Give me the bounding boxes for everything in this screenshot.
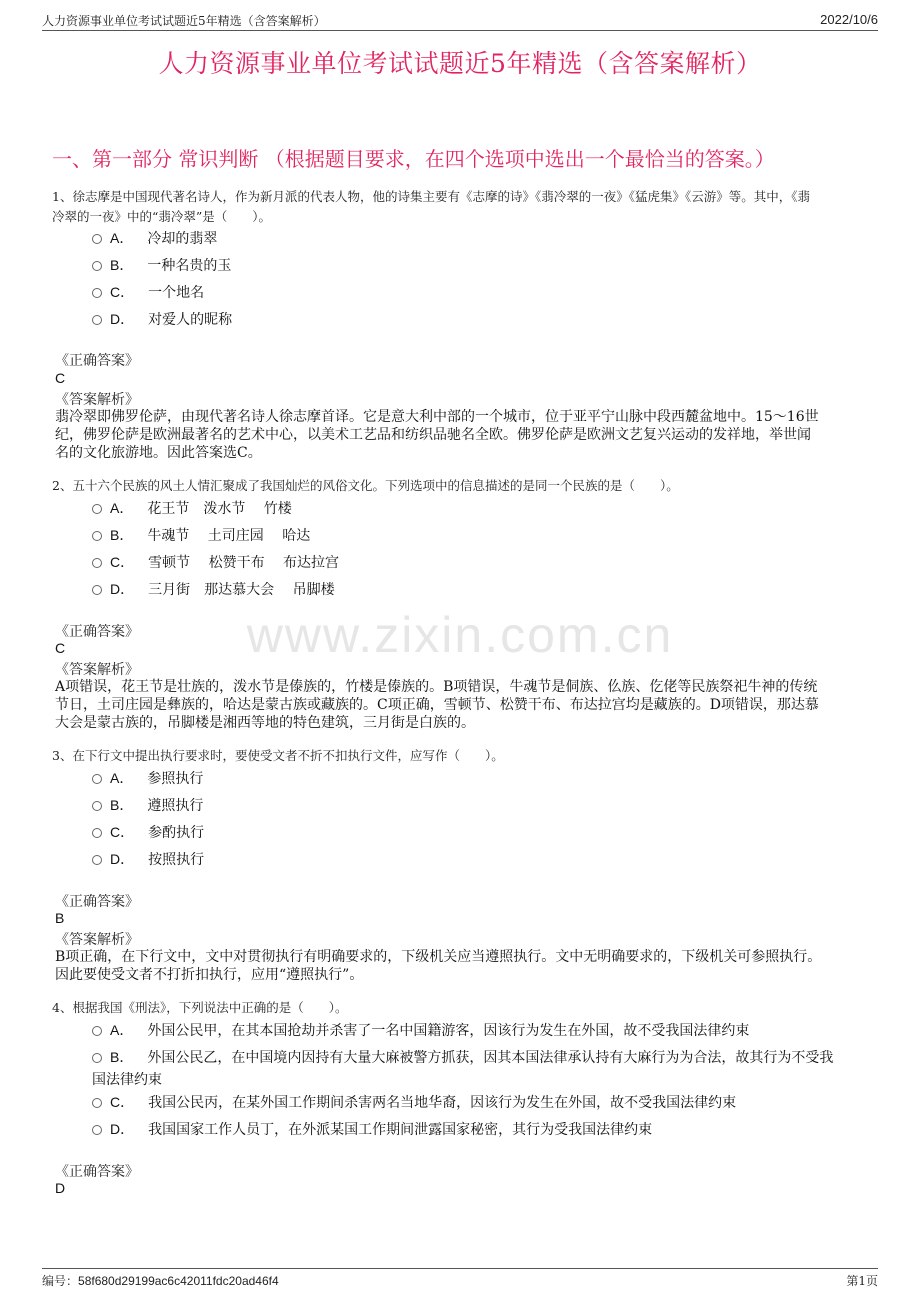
correct-answer: C: [55, 370, 66, 386]
option-text: 参照执行: [147, 771, 204, 787]
answer-label: 《正确答案》: [55, 1164, 139, 1180]
page-number: 第1页: [846, 1274, 878, 1288]
radio-icon[interactable]: [92, 774, 102, 784]
answer-label: 《正确答案》: [55, 894, 139, 910]
analysis-line: 因此要使受文者不打折扣执行，应用“遵照执行”。: [55, 967, 364, 983]
question-stem: [52, 476, 874, 496]
question-stem: [52, 746, 874, 766]
stem-line: 4、根据我国《刑法》，下列说法中正确的是（ ）。: [52, 1000, 348, 1015]
analysis-text: [55, 948, 867, 984]
footer-rule: [42, 1268, 878, 1269]
option-letter: C．: [110, 824, 135, 840]
option-letter: A．: [110, 500, 134, 516]
option-letter: D．: [110, 581, 135, 597]
option-text: 一种名贵的玉: [147, 258, 232, 274]
option-letter: B．: [110, 1049, 134, 1065]
watermark: www.zixin.com.cn: [246, 607, 674, 663]
correct-answer: D: [55, 1180, 66, 1196]
option-b[interactable]: [92, 794, 862, 817]
option-text: 对爱人的昵称: [148, 312, 233, 328]
radio-icon[interactable]: [92, 315, 102, 325]
option-letter: D．: [110, 311, 135, 327]
option-d[interactable]: [92, 848, 862, 871]
answer-label: 《正确答案》: [55, 353, 139, 369]
radio-icon[interactable]: [92, 261, 102, 271]
section-heading: 一、第一部分 常识判断 （根据题目要求，在四个选项中选出一个最恰当的答案。）: [52, 147, 775, 171]
page-header: [42, 12, 878, 28]
option-b[interactable]: [92, 524, 862, 547]
radio-icon[interactable]: [92, 1125, 102, 1135]
stem-line: 1、徐志摩是中国现代著名诗人，作为新月派的代表人物，他的诗集主要有《志摩的诗》《翡冷翠的一夜》《猛虎集》《云游》等。其中，《翡: [52, 189, 810, 204]
radio-icon[interactable]: [92, 1098, 102, 1108]
header-date: 2022/10/6: [820, 12, 878, 27]
option-text: 冷却的翡翠: [147, 231, 218, 247]
stem-line: 3、在下行文中提出执行要求时，要使受文者不折不扣执行文件，应写作（ ）。: [52, 748, 504, 763]
option-text: 外国公民乙，在中国境内因持有大量大麻被警方抓获，因其本国法律承认持有大麻行为为合法，故其行为不受我: [147, 1050, 834, 1066]
analysis-label: 《答案解析》: [55, 932, 139, 948]
correct-answer: B: [55, 910, 65, 926]
option-text: 三月街 那达慕大会 吊脚楼: [148, 582, 335, 598]
analysis-line: 纪，佛罗伦萨是欧洲最著名的艺术中心，以美术工艺品和纺织品驰名全欧。佛罗伦萨是欧洲文艺复兴运动的发祥地，举世闻: [55, 427, 811, 443]
radio-icon[interactable]: [92, 801, 102, 811]
option-letter: A．: [110, 230, 134, 246]
option-letter: C．: [110, 284, 135, 300]
option-c[interactable]: [92, 821, 862, 844]
option-letter: B．: [110, 257, 134, 273]
option-letter: D．: [110, 851, 135, 867]
option-text: 我国国家工作人员丁，在外派某国工作期间泄露国家秘密，其行为受我国法律约束: [148, 1122, 653, 1138]
radio-icon[interactable]: [92, 1026, 102, 1036]
option-text-continued: 国法律约束: [92, 1072, 162, 1088]
document-code-label: 编号：: [42, 1274, 79, 1288]
question-stem: [52, 998, 874, 1018]
option-letter: B．: [110, 797, 134, 813]
option-a[interactable]: [92, 767, 862, 790]
option-text: 花王节 泼水节 竹楼: [147, 501, 292, 517]
radio-icon[interactable]: [92, 288, 102, 298]
option-a[interactable]: [92, 1019, 862, 1042]
document-title: 人力资源事业单位考试试题近5年精选（含答案解析）: [158, 49, 762, 78]
radio-icon[interactable]: [92, 585, 102, 595]
answer-label: 《正确答案》: [55, 624, 139, 640]
radio-icon[interactable]: [92, 828, 102, 838]
option-text: 一个地名: [148, 285, 205, 301]
analysis-label: 《答案解析》: [55, 392, 139, 408]
radio-icon[interactable]: [92, 1053, 102, 1063]
header-rule: [42, 30, 878, 31]
option-d[interactable]: [92, 1118, 862, 1141]
option-text: 参酌执行: [148, 825, 205, 841]
stem-line: 2、五十六个民族的风土人情汇聚成了我国灿烂的风俗文化。下列选项中的信息描述的是同一个民族的是（ ）。: [52, 478, 679, 493]
option-text: 牛魂节 土司庄园 哈达: [147, 528, 311, 544]
option-d[interactable]: [92, 578, 862, 601]
option-text: 按照执行: [148, 852, 205, 868]
option-letter: C．: [110, 1094, 135, 1110]
analysis-text: [55, 678, 867, 732]
analysis-label: 《答案解析》: [55, 662, 139, 678]
question-stem: [52, 187, 874, 227]
option-c[interactable]: [92, 551, 862, 574]
option-text: 雪顿节 松赞干布 布达拉宫: [148, 555, 340, 571]
document-code-value: 58f680d29199ac6c42011fdc20ad46f4: [78, 1274, 279, 1288]
stem-line: 冷翠的一夜》中的“翡冷翠”是（ ）。: [52, 209, 272, 224]
option-a[interactable]: [92, 227, 862, 250]
option-d[interactable]: [92, 308, 862, 331]
analysis-line: B项正确，在下行文中，文中对贯彻执行有明确要求的，下级机关应当遵照执行。文中无明确要求的，下级机关可参照执行。: [55, 949, 822, 965]
option-b[interactable]: [92, 254, 862, 277]
option-text: 外国公民甲，在其本国抢劫并杀害了一名中国籍游客，因该行为发生在外国，故不受我国法律约束: [147, 1023, 750, 1039]
radio-icon[interactable]: [92, 504, 102, 514]
analysis-line: A项错误，花王节是壮族的，泼水节是傣族的，竹楼是傣族的。B项错误，牛魂节是侗族、仫族、仡佬等民族祭祀牛神的传统: [55, 679, 818, 695]
analysis-line: 翡冷翠即佛罗伦萨，由现代著名诗人徐志摩首译。它是意大利中部的一个城市，位于亚平宁山脉中段西麓盆地中。15～16世: [55, 409, 819, 425]
document-code: [42, 1272, 279, 1289]
option-b[interactable]: [92, 1046, 862, 1091]
option-text: 遵照执行: [147, 798, 204, 814]
header-doc-title: 人力资源事业单位考试试题近5年精选（含答案解析）: [42, 14, 326, 28]
option-c[interactable]: [92, 281, 862, 304]
analysis-line: 节日，土司庄园是彝族的，哈达是蒙古族或藏族的。C项正确，雪顿节、松赞干布、布达拉宫均是藏族的。D项错误，那达慕: [55, 697, 819, 713]
analysis-text: [55, 408, 867, 462]
correct-answer: C: [55, 640, 66, 656]
option-c[interactable]: [92, 1091, 862, 1114]
analysis-line: 大会是蒙古族的，吊脚楼是湘西等地的特色建筑，三月街是白族的。: [55, 715, 475, 731]
option-letter: A．: [110, 1022, 134, 1038]
analysis-line: 名的文化旅游地。因此答案选C。: [55, 445, 262, 461]
radio-icon[interactable]: [92, 855, 102, 865]
option-letter: B．: [110, 527, 134, 543]
radio-icon[interactable]: [92, 558, 102, 568]
option-letter: D．: [110, 1121, 135, 1137]
option-letter: A．: [110, 770, 134, 786]
option-a[interactable]: [92, 497, 862, 520]
radio-icon[interactable]: [92, 531, 102, 541]
option-text: 我国公民丙，在某外国工作期间杀害两名当地华裔，因该行为发生在外国，故不受我国法律约束: [148, 1095, 737, 1111]
radio-icon[interactable]: [92, 234, 102, 244]
option-letter: C．: [110, 554, 135, 570]
